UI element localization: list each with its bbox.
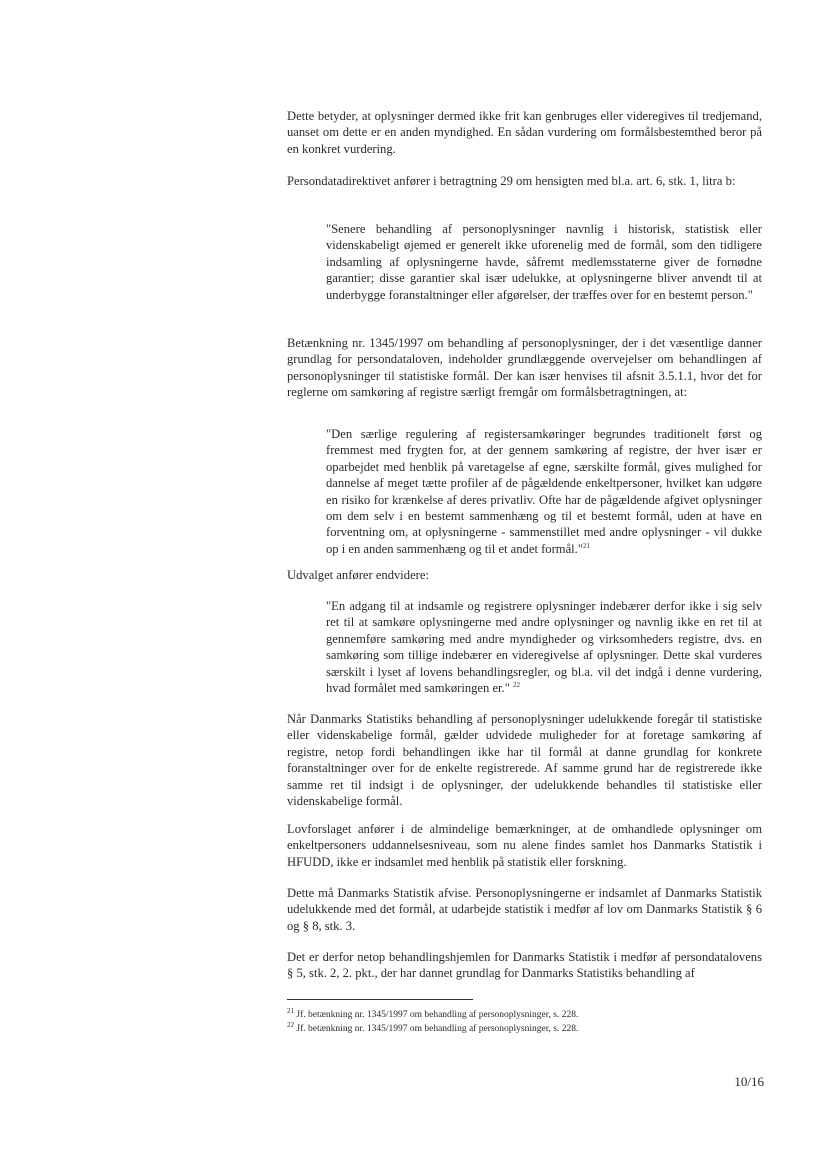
paragraph-reuse: Dette betyder, at oplysninger dermed ikke frit kan genbruges eller videregives til tredjemand, uanset om dette er en anden myndighed. En sådan vurdering om formålsbestemthed beror på en konkret vurdering. [287, 109, 762, 156]
quote-adgang [326, 598, 762, 696]
paragraph-behandlingshjemlen: Det er derfor netop behandlingshjemlen for Danmarks Statistik i medfør af persondatalovens § 5, stk. 2, 2. pkt., der har dannet grundlag for Danmarks Statistiks behandling af [287, 950, 762, 981]
footnote-divider [287, 999, 473, 1000]
footnote-number: 22 [287, 1020, 294, 1029]
paragraph-afvise: Dette må Danmarks Statistik afvise. Personoplysningerne er indsamlet af Danmarks Statistik udelukkende med det formål, at udarbejde statistik i medfør af lov om Danmarks Statistik § 6 og § 8, stk. 3. [287, 886, 762, 933]
quote-directive: "Senere behandling af personoplysninger navnlig i historisk, statistisk eller videnskabeligt øjemed er generelt ikke uforenelig med de formål, som den tidligere indsamling af oplysningerne havde, såfremt medlemsstaterne giver de fornødne garantier; disse garantier skal især udelukke, at oplysningerne bliver anvendt til at underbygge foranstaltninger eller afgørelser, der træffes over for en bestemt person." [326, 222, 762, 302]
footnote-ref-22: 22 [513, 680, 521, 689]
footnote-text: Jf. betænkning nr. 1345/1997 om behandling af personoplysninger, s. 228. [296, 1010, 579, 1020]
paragraph-udvalget: Udvalget anfører endvidere: [287, 568, 429, 582]
quote-samkoring [326, 426, 762, 557]
footnote-21 [287, 1006, 762, 1021]
quote-adgang-text: "En adgang til at indsamle og registrere oplysninger indebærer derfor ikke i sig selv ret til at samkøre oplysningerne med andre oplysninger og navnlig ikke en ret til at gennemføre samkøring med andre myndigheder og virksomheders registre, dvs. en samkøring som tillige indebærer en videregivelse af oplysninger. Dette skal vurderes særskilt i lyset af lovens behandlingsregler, og bl.a. vil det indgå i denne vurdering, hvad formålet med samkøringen er." [326, 599, 762, 696]
paragraph-betaenkning: Betænkning nr. 1345/1997 om behandling af personoplysninger, der i det væsentlige danner grundlag for persondataloven, indeholder grundlæggende overvejelser om behandlingen af personoplysninger til statistiske formål. Der kan især henvises til afsnit 3.5.1.1, hvor det for reglerne om samkøring af registre særligt fremgår om formålsbetragtningen, at: [287, 336, 762, 400]
quote-samkoring-text: "Den særlige regulering af registersamkøringer begrundes traditionelt først og fremmest med frygten for, at der gennem samkøring af registre, der hver især er oparbejdet med henblik på varetagelse af egne, særskilte formål, gives mulighed for dannelse af meget tætte profiler af de pågældende enkeltpersoner, hvilket kan udgøre en risiko for krænkelse af deres privatliv. Ofte har de pågældende afgivet oplysninger om dem selv i en bestemt sammenhæng og til et bestemt formål, uden at have en forventning om, at oplysningerne - sammenstillet med andre oplysninger - vil dukke op i en anden sammenhæng og til et andet formål." [326, 427, 762, 556]
page-number: 10/16 [734, 1074, 764, 1089]
paragraph-danmarks-statistik: Når Danmarks Statistiks behandling af personoplysninger udelukkende foregår til statistiske eller videnskabelige formål, gælder udvidede muligheder for at foretage samkøring af registre, netop fordi behandlingen ikke har til formål at danne grundlag for konkrete foranstaltninger over for de enkelte registrerede. Af samme grund har de registrerede ikke samme ret til indsigt i de oplysninger, der udelukkende behandles til statistiske eller videnskabelige formål. [287, 712, 762, 809]
footnote-22 [287, 1020, 762, 1035]
footnote-ref-21: 21 [582, 541, 590, 550]
paragraph-lovforslaget: Lovforslaget anfører i de almindelige bemærkninger, at de omhandlede oplysninger om enkeltpersoners uddannelsesniveau, som nu alene findes samlet hos Danmarks Statistik i HFUDD, ikke er indsamlet med henblik på statistik eller forskning. [287, 822, 762, 869]
footnote-text: Jf. betænkning nr. 1345/1997 om behandling af personoplysninger, s. 228. [296, 1024, 579, 1034]
footnote-number: 21 [287, 1006, 294, 1015]
paragraph-directive-intro: Persondatadirektivet anfører i betragtning 29 om hensigten med bl.a. art. 6, stk. 1, litra b: [287, 174, 736, 188]
